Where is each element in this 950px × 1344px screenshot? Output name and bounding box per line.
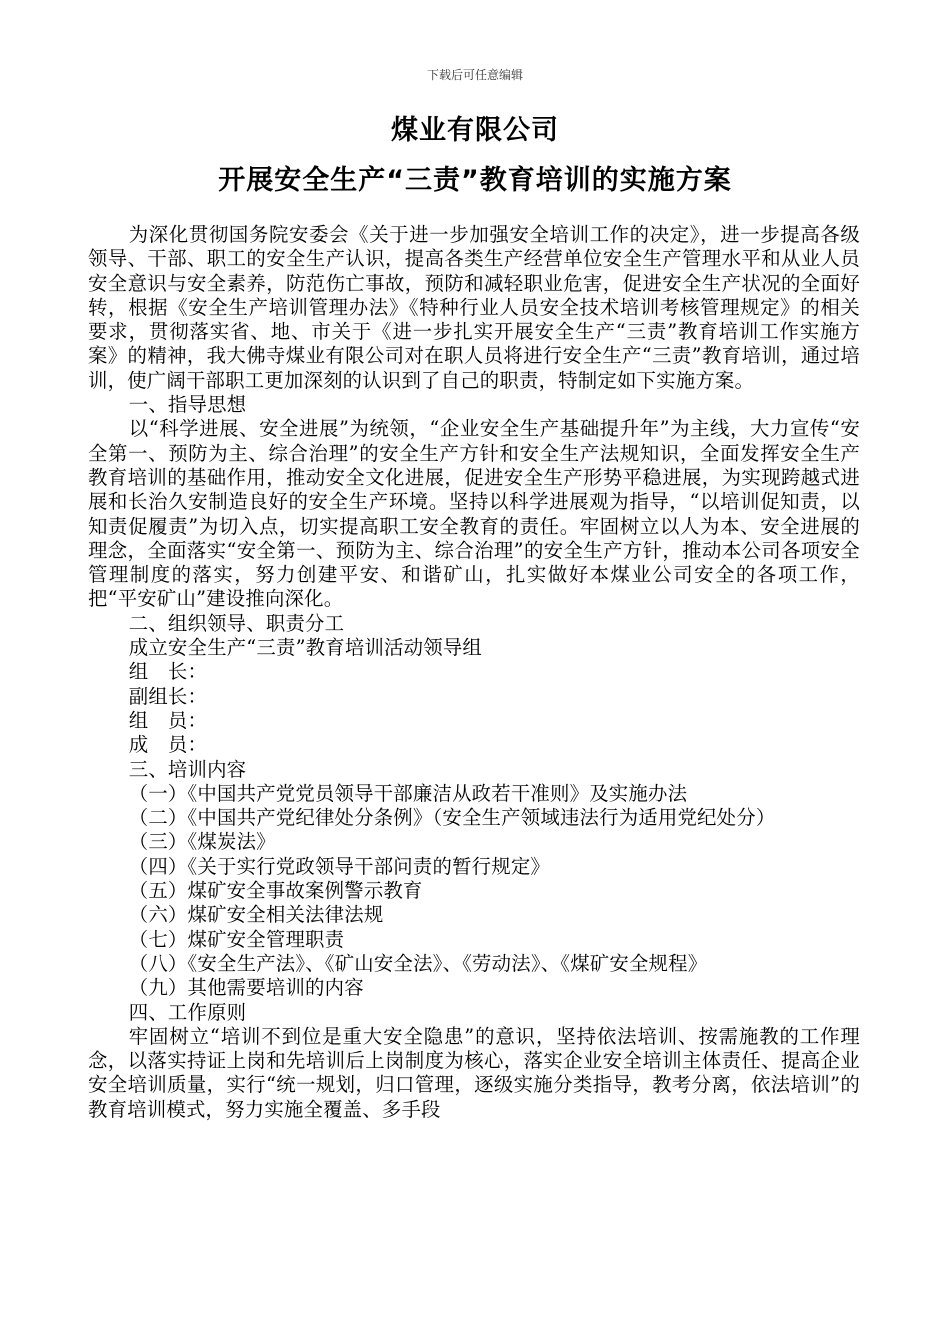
document-title-plan: 开展安全生产“三责”教育培训的实施方案: [218, 165, 732, 196]
training-item-7: （七）煤矿安全管理职责: [128, 927, 345, 951]
section-heading-2: 二、组织领导、职责分工: [128, 611, 345, 635]
section-heading-4: 四、工作原则: [128, 1000, 247, 1024]
work-principles-paragraph: 牢固树立“培训不到位是重大安全隐患”的意识，坚持依法培训、按需施教的工作理念，以落实持证上岗和先培训后上岗制度为核心，落实企业安全培训主体责任、提高企业安全培训质量，实行“统一规划，归口管理，逐级实施分类指导，教考分离，依法培训”的教育培训模式，努力实施全覆盖、多手段: [88, 1024, 860, 1121]
section-heading-1: 一、指导思想: [128, 393, 247, 417]
training-item-4: （四）《关于实行党政领导干部问责的暂行规定》: [128, 854, 551, 878]
group-leader-line: 组 长：: [128, 660, 208, 684]
leadership-group-line: 成立安全生产“三责”教育培训活动领导组: [128, 636, 483, 660]
guiding-ideology-paragraph: 以“科学进展、安全进展”为统领，“企业安全生产基础提升年”为主线，大力宣传“安全第一、预防为主、综合治理”的安全生产方针和安全生产法规知识，全面发挥安全生产教育培训的基础作用，推动安全文化进展，促进安全生产形势平稳进展，为实现跨越式进展和长治久安制造良好的安全生产环境。坚持以科学进展观为指导，“以培训促知责，以知责促履责”为切入点，切实提高职工安全教育的责任。牢固树立以人为本、安全进展的理念，全面落实“安全第一、预防为主、综合治理”的安全生产方针，推动本公司各项安全管理制度的落实，努力创建平安、和谐矿山，扎实做好本煤业公司安全的各项工作，把“平安矿山”建设推向深化。: [88, 417, 860, 611]
training-item-6: （六）煤矿安全相关法律法规: [128, 903, 384, 927]
group-member-line: 组 员：: [128, 708, 208, 732]
training-item-2: （二）《中国共产党纪律处分条例》（安全生产领域违法行为适用党纪处分）: [128, 806, 776, 830]
document-body: [88, 223, 860, 1122]
header-note: 下载后可任意编辑: [426, 68, 523, 82]
intro-paragraph: 为深化贯彻国务院安委会《关于进一步加强安全培训工作的决定》，进一步提高各级领导、干部、职工的安全生产认识，提高各类生产经营单位安全生产管理水平和从业人员安全意识与安全素养，防范伤亡事故，预防和减轻职业危害，促进安全生产状况的全面好转，根据《安全生产培训管理办法》《特种行业人员安全技术培训考核管理规定》的相关要求，贯彻落实省、地、市关于《进一步扎实开展安全生产“三责”教育培训工作实施方案》的精神，我大佛寺煤业有限公司对在职人员将进行安全生产“三责”教育培训，通过培训，使广阔干部职工更加深刻的认识到了自己的职责，特制定如下实施方案。: [88, 223, 860, 392]
training-item-8: （八）《安全生产法》、《矿山安全法》、《劳动法》、《煤矿安全规程》: [128, 951, 708, 975]
document-title-company: 煤业有限公司: [391, 115, 559, 146]
training-item-1: （一）《中国共产党党员领导干部廉洁从政若干准则》及实施办法: [128, 781, 688, 805]
training-item-9: （九）其他需要培训的内容: [128, 976, 364, 1000]
section-heading-3: 三、培训内容: [128, 757, 247, 781]
training-item-5: （五）煤矿安全事故案例警示教育: [128, 879, 423, 903]
training-item-3: （三）《煤炭法》: [128, 830, 276, 854]
deputy-leader-line: 副组长：: [128, 684, 208, 708]
staff-member-line: 成 员：: [128, 733, 208, 757]
